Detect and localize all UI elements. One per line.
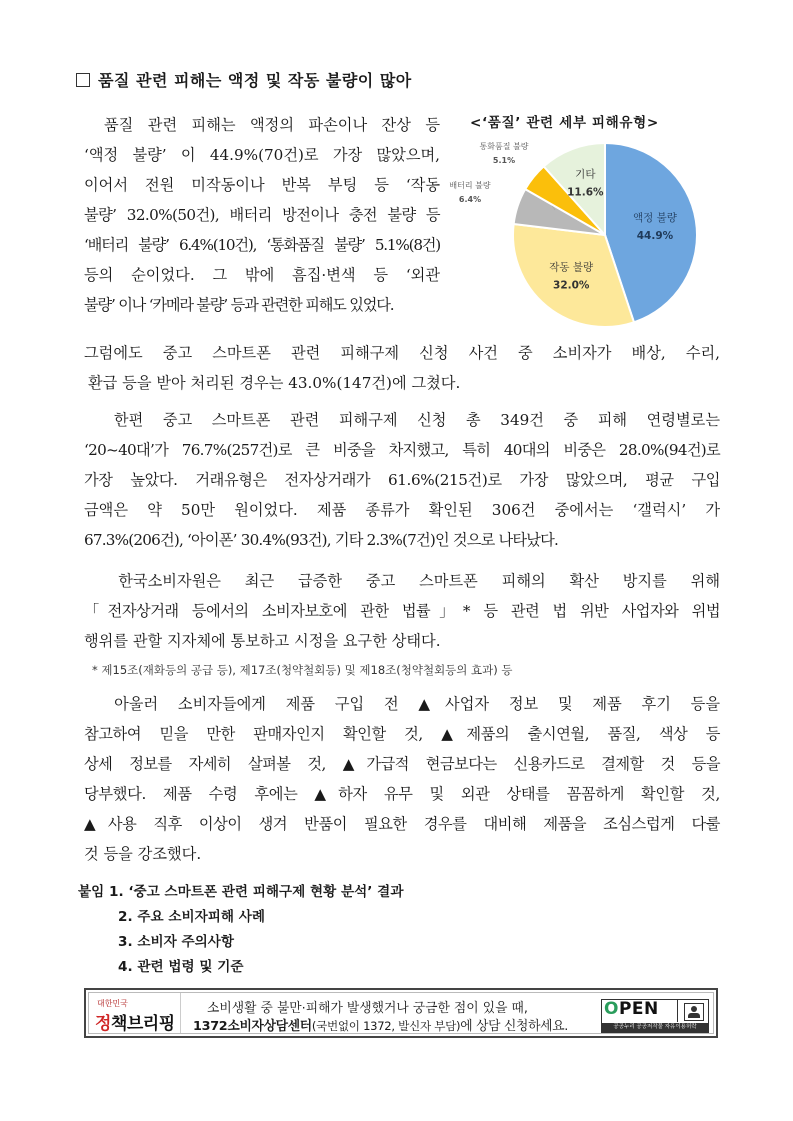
consumer-center-number: (국번없이 1372, 발신자 부담) bbox=[311, 1019, 461, 1033]
pie-slice-label: 배터리 불량 bbox=[449, 181, 491, 190]
logo-red-char: 정 bbox=[95, 1014, 111, 1034]
text-line: 상세 정보를 자세히 살펴볼 것, ▲가급적 현금보다는 신용카드로 결제할 것 등을 bbox=[84, 755, 720, 773]
attachment-item: 4. 관련 법령 및 기준 bbox=[118, 959, 244, 975]
pie-slice-value: 11.6% bbox=[567, 186, 604, 199]
pie-chart bbox=[440, 130, 730, 335]
text-line: 품질 관련 피해는 액정의 파손이나 잔상 등 bbox=[104, 116, 440, 134]
text-line: ▲사용 직후 이상이 생겨 반품이 필요한 경우를 대비해 제품을 조심스럽게 다룰 bbox=[84, 815, 720, 833]
kogl-open-license-badge bbox=[601, 999, 709, 1033]
policy-briefing-banner bbox=[84, 988, 718, 1038]
banner-message-line1: 소비생활 중 불만·피해가 발생했거나 궁금한 점이 있을 때, bbox=[207, 1001, 528, 1016]
text-line: 한편 중고 스마트폰 관련 피해구제 신청 총 349건 중 피해 연령별로는 bbox=[84, 411, 720, 429]
text-line: 불량’ 32.0%(50건), 배터리 방전이나 충전 불량 등 bbox=[84, 206, 440, 224]
logo-subtitle: 대한민국 bbox=[97, 999, 128, 1008]
text-line: 불량’ 이나 ‘카메라 불량’ 등과 관련한 피해도 있었다. bbox=[84, 296, 394, 314]
banner-divider bbox=[180, 993, 181, 1033]
banner-message-end: 에 상담 신청하세요. bbox=[460, 1019, 569, 1034]
consumer-center-name: 1372소비자상담센터 bbox=[193, 1019, 312, 1034]
banner-message-line2 bbox=[193, 1015, 568, 1034]
paragraph-action bbox=[84, 566, 720, 656]
checkbox-square-icon bbox=[76, 73, 90, 87]
open-badge-separator bbox=[677, 1000, 678, 1022]
pie-slice-value: 44.9% bbox=[636, 229, 674, 242]
chart-title: <‘품질’ 관련 세부 피해유형> bbox=[470, 115, 659, 131]
footnote: * 제15조(재화등의 공급 등), 제17조(청약철회등) 및 제18조(청약철회등의 효과) 등 bbox=[92, 663, 513, 677]
attachment-prefix: 붙임 bbox=[78, 884, 105, 900]
text-line: 그럼에도 중고 스마트폰 관련 피해구제 신청 사건 중 소비자가 배상, 수리, bbox=[84, 344, 720, 362]
text-line: 등의 순이었다. 그 밖에 흠집·변색 등 ‘외관 bbox=[84, 266, 440, 284]
banner-inner-frame bbox=[88, 992, 714, 1034]
open-logo-rest: PEN bbox=[618, 999, 659, 1019]
pie-slice-label: 작동 불량 bbox=[549, 261, 594, 274]
open-license-caption: 공공누리 공공저작물 자유이용허락 bbox=[602, 1023, 708, 1032]
attribution-person-icon bbox=[684, 1003, 704, 1021]
text-line: 이어서 전원 미작동이나 반복 부팅 등 ‘작동 bbox=[84, 176, 440, 194]
text-line: ‘배터리 불량’ 6.4%(10건), ‘통화품질 불량’ 5.1%(8건) bbox=[84, 236, 440, 254]
attachment-label: 1. ‘중고 스마트폰 관련 피해구제 현황 분석’ 결과 bbox=[109, 884, 404, 900]
paragraph-statistics bbox=[84, 405, 720, 555]
text-line: 것 등을 강조했다. bbox=[84, 845, 202, 863]
text-line: 환급 등을 받아 처리된 경우는 43.0%(147건)에 그쳤다. bbox=[88, 374, 461, 392]
text-line: 당부했다. 제품 수령 후에는 ▲하자 유무 및 외관 상태를 꼼꼼하게 확인할 것, bbox=[84, 785, 720, 803]
attachment-item bbox=[78, 880, 403, 905]
paragraph-outcome bbox=[84, 338, 720, 398]
open-logo bbox=[604, 999, 659, 1019]
pie-slice-value: 6.4% bbox=[458, 195, 482, 204]
section-heading-text: 품질 관련 피해는 액정 및 작동 불량이 많아 bbox=[98, 71, 412, 90]
pie-slice-value: 32.0% bbox=[553, 279, 590, 292]
pie-slice-label: 기타 bbox=[575, 168, 596, 181]
logo-text: 책브리핑 bbox=[110, 1014, 175, 1034]
attachment-item: 2. 주요 소비자피해 사례 bbox=[118, 909, 266, 925]
pie-slice-value: 5.1% bbox=[492, 156, 516, 165]
text-line: 가장 높았다. 거래유형은 전자상거래가 61.6%(215건)로 가장 많았으며, 평균 구입 bbox=[84, 471, 720, 489]
attachments-list bbox=[78, 880, 403, 980]
text-line: 금액은 약 50만 원이었다. 제품 종류가 확인된 306건 중에서는 ‘갤럭시’ 가 bbox=[84, 501, 720, 519]
attachment-item: 3. 소비자 주의사항 bbox=[118, 934, 235, 950]
text-line: 아울러 소비자들에게 제품 구입 전 ▲사업자 정보 및 제품 후기 등을 bbox=[84, 695, 720, 713]
pie-slice-label: 통화품질 불량 bbox=[479, 142, 529, 151]
section-heading bbox=[76, 68, 412, 91]
text-line: ‘액정 불량’ 이 44.9%(70건)로 가장 많았으며, bbox=[84, 146, 440, 164]
policy-briefing-logo bbox=[95, 1009, 175, 1034]
text-line: 한국소비자원은 최근 급증한 중고 스마트폰 피해의 확산 방지를 위해 bbox=[84, 572, 720, 590]
text-line: ‘20~40대’가 76.7%(257건)로 큰 비중을 차지했고, 특히 40대의 비중은 28.0%(94건)로 bbox=[84, 441, 720, 459]
text-line: 「전자상거래 등에서의 소비자보호에 관한 법률」* 등 관련 법 위반 사업자와 위법 bbox=[84, 602, 720, 620]
text-line: 참고하여 믿을 만한 판매자인지 확인할 것, ▲제품의 출시연월, 품질, 색상 등 bbox=[84, 725, 720, 743]
paragraph-advice bbox=[84, 689, 720, 869]
intro-paragraph bbox=[84, 110, 440, 320]
open-logo-o: O bbox=[604, 999, 619, 1019]
text-line: 67.3%(206건), ‘아이폰’ 30.4%(93건), 기타 2.3%(7건)인 것으로 나타났다. bbox=[84, 531, 559, 549]
text-line: 행위를 관할 지자체에 통보하고 시정을 요구한 상태다. bbox=[84, 632, 441, 650]
pie-slice-label: 액정 불량 bbox=[632, 211, 677, 224]
